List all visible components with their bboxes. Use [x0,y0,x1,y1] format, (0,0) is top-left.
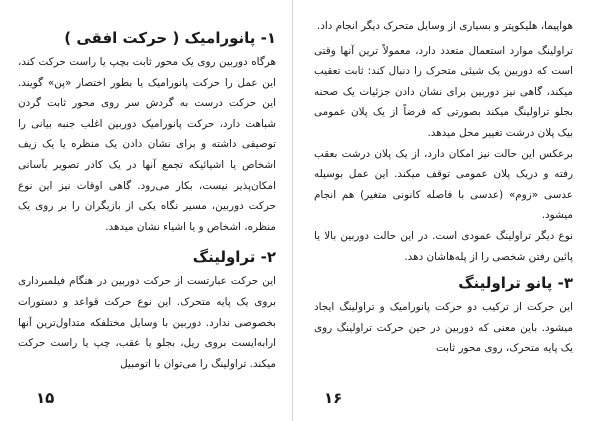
paragraph-vertical-traveling: نوع دیگر تراولینگ عمودی است. در این حالت دوربین بالا یا پائین رفتن شخصی را از پله‌هاشان دهد. [314,229,573,263]
section-heading-traveling: ۲- تراولینگ [192,248,276,267]
paragraph-pano-traveling: این حرکت از ترکیب دو حرکت پانورامیک و تراولینگ ایجاد میشود. باین معنی که دوربین در حین حرکت تراولینگ روی یک پایه متحرک، روی محور ثابت [314,301,573,355]
paragraph-traveling: این حرکت عبارتست از حرکت دوربین در هنگام فیلمبرداری بروی یک پایه متحرک. این نوع حرکت قواعد و دستورات بخصوصی ندارد. دوربین با وسایل مختلفکه متداول‌ترین آنها ارابه‌ایست بروی ریل، بجلو یا عقب، چپ یا راست حرکت میکند. تراولینگ را می‌توان با اتومبیل [18,275,276,370]
section-heading-panoramic: ۱- پانورامیک ( حرکت افقی ) [64,29,276,47]
paragraph-vehicles: هواپیما، هلیکوپتر و بسیاری از وسایل متحرک دیگر انجام داد. [316,20,573,32]
page-number-left: ۱۵ [36,389,55,407]
left-page [0,0,288,421]
paragraph-traveling-uses: تراولینگ موارد استعمال متعدد دارد، معمولاً ترین آنها وقتی است که دوربین یک شیئی متحرک را دنبال کند: ثابت تعقیب میکند، گاهی نیز دوربین برای نشان دادن جزئیات یک صحنه بجلو تراولینگ میکند بصورتی که فرضاً از یک پلان عمومی بیک پلان درشت تغییر محل میدهد. [314,44,573,139]
page-number-right: ۱۶ [324,389,343,407]
page-gutter [292,0,293,421]
paragraph-reverse-zoom: برعکس این حالت نیز امکان دارد، از یک پلان درشت بعقب رفته و دریک پلان عمومی توقف میکند. این عمل بوسیله عدسی «زوم» (عدسی با فاصله کانونی متغیر) هم انجام میشود. [314,147,573,222]
section-heading-pano-traveling: ۳- پانو تراولینگ [458,274,573,293]
paragraph-panoramic: هرگاه دوربین روی یک محور ثابت بچپ یا راست حرکت کند، این عمل را حرکت پانورامیک یا بطور اختصار «پن» گویند. این حرکت درست به گردش سر روی محور ثابت گردن شباهت دارد، حرکت پانورامیک دوربین اغلب جنبه بیانی را توصیفی داشته و برای نشان دادن یک منظره یا یک زیف اشخاص یا اشیائیکه تجمع آنها در یک کادر تصویر بآسانی امکان‌پذیر نیست، بکار می‌رود. گاهی اوقات نیز این نوع حرکت دوربین، مسیر نگاه یکی از بازیگران را بر روی یک منظره، اشخاص و یا اشیاء نشان میدهد. [18,56,276,233]
right-page [300,0,595,421]
